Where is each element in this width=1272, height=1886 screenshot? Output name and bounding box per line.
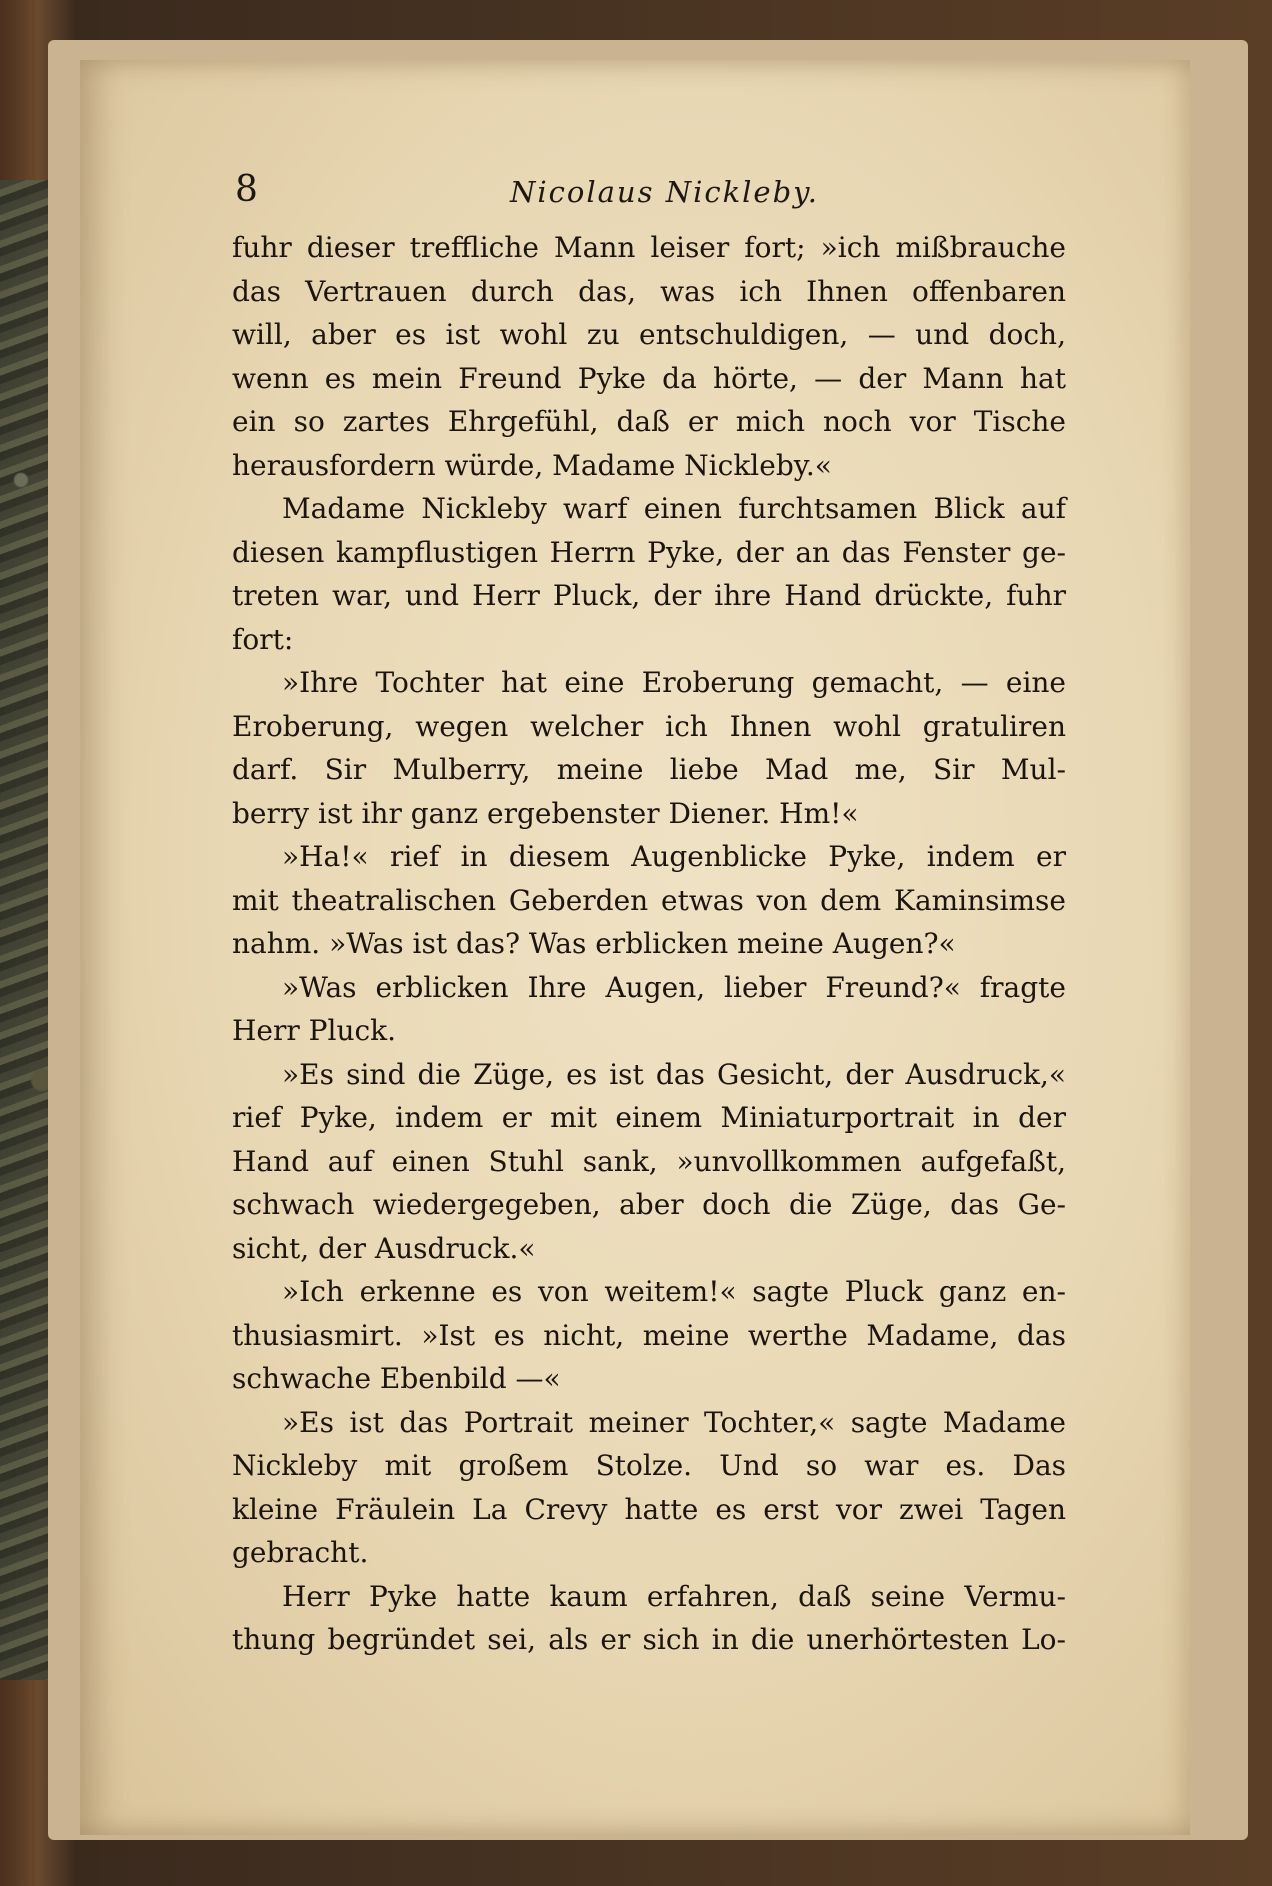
text-line: Herr Pyke hatte kaum erfahren, daß seine Vermu- [282,1579,1066,1613]
book-title: Nicolaus Nickleby. [510,175,819,209]
text-line: »Es ist das Portrait meiner Tochter,« sagte Madame [282,1405,1066,1439]
text-line: »Ich erkenne es von weitem!« sagte Pluck ganz en- [282,1275,1066,1308]
text-line: Nickleby mit großem Stolze. Und so war es. Das [232,1449,1066,1482]
text-line: schwach wiedergegeben, aber doch die Züge, das Ge- [232,1188,1066,1221]
text-line: will, aber es ist wohl zu entschuldigen, — und doch, [232,318,1066,351]
text-line: Madame Nickleby warf einen furchtsamen Blick auf [282,492,1066,525]
text-line: gebracht. [232,1536,369,1569]
body-text [232,226,1066,1662]
text-line: rief Pyke, indem er mit einem Miniaturportrait in der [232,1101,1066,1134]
text-line: sicht, der Ausdruck.« [232,1231,536,1265]
text-line: »Was erblicken Ihre Augen, lieber Freund?« fragte [282,970,1066,1004]
text-line: diesen kampflustigen Herrn Pyke, der an das Fenster ge- [232,535,1066,569]
text-line: wenn es mein Freund Pyke da hörte, — der Mann hat [232,361,1066,395]
text-line: Eroberung, wegen welcher ich Ihnen wohl gratuliren [232,709,1066,743]
text-line: darf. Sir Mulberry, meine liebe Mad me, Sir Mul- [232,753,1066,786]
text-line: Hand auf einen Stuhl sank, »unvollkommen aufgefaßt, [232,1144,1066,1178]
text-line: kleine Fräulein La Crevy hatte es erst vor zwei Tagen [232,1492,1066,1526]
text-line: Herr Pluck. [232,1014,397,1047]
text-line: berry ist ihr ganz ergebenster Diener. Hm!« [232,796,859,830]
text-line: »Ha!« rief in diesem Augenblicke Pyke, indem er [282,840,1066,873]
page-number: 8 [235,169,258,210]
running-head [235,168,855,212]
text-line: thung begründet sei, als er sich in die unerhörtesten Lo- [232,1623,1066,1656]
text-line: mit theatralischen Geberden etwas von dem Kaminsimse [232,883,1066,917]
text-line: treten war, und Herr Pluck, der ihre Hand drückte, fuhr [232,579,1066,612]
text-line: ein so zartes Ehrgefühl, daß er mich noch vor Tische [232,405,1066,438]
text-line: das Vertrauen durch das, was ich Ihnen offenbaren [232,274,1066,308]
text-line: thusiasmirt. »Ist es nicht, meine werthe Madame, das [232,1318,1066,1352]
text-line: fuhr dieser treffliche Mann leiser fort; »ich mißbrauche [232,231,1066,264]
text-line: herausfordern würde, Madame Nickleby.« [232,448,832,482]
text-line: »Ihre Tochter hat eine Eroberung gemacht, — eine [282,666,1066,699]
text-line: nahm. »Was ist das? Was erblicken meine Augen?« [232,927,956,960]
text-line: schwache Ebenbild —« [232,1362,561,1395]
text-line: fort: [232,622,294,656]
text-line: »Es sind die Züge, es ist das Gesicht, der Ausdruck,« [282,1057,1066,1091]
